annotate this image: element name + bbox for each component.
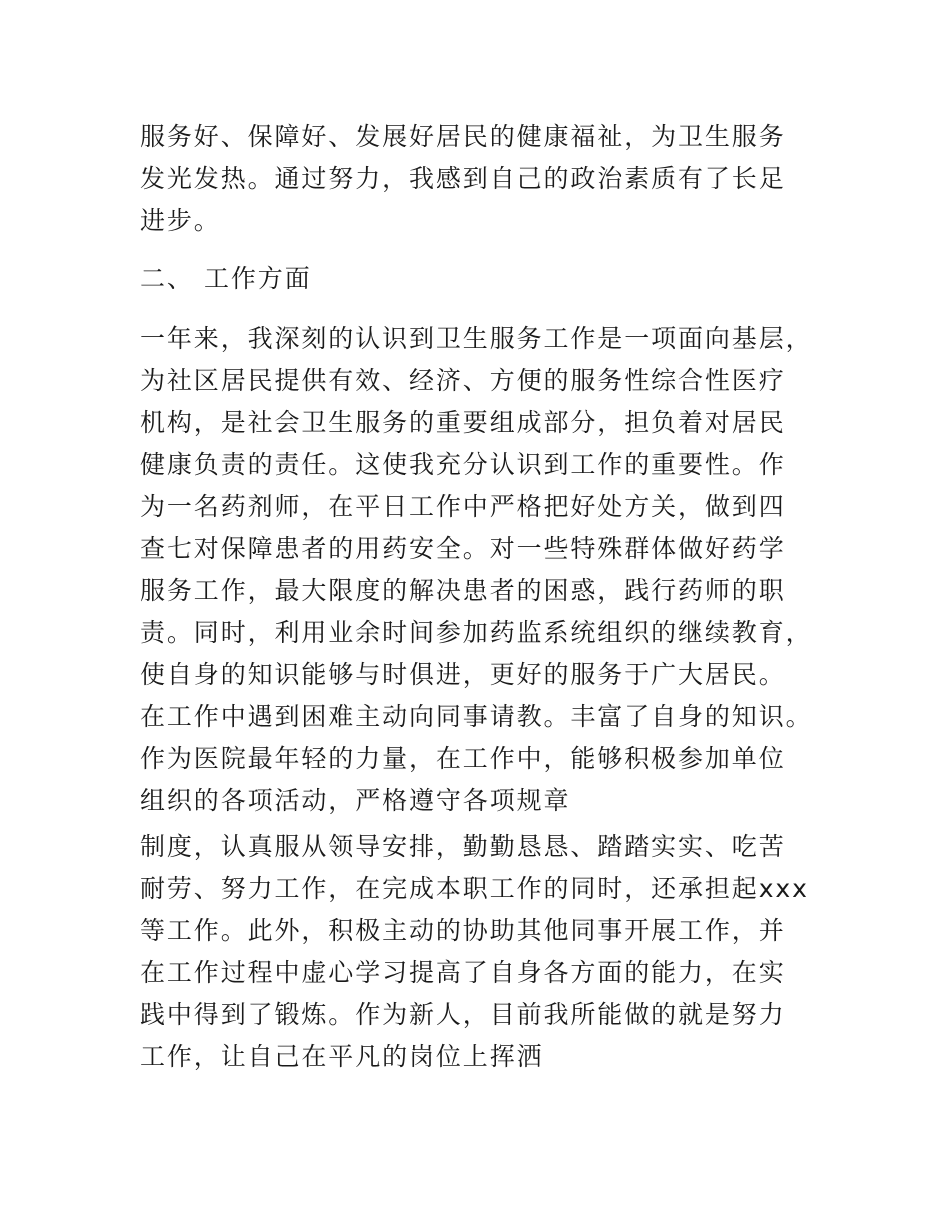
text-line: 机构，是社会卫生服务的重要组成部分，担负着对居民 — [140, 408, 786, 437]
paragraph-2 — [140, 318, 813, 822]
text-line: 为一名药剂师，在平日工作中严格把好处方关，做到四 — [140, 492, 786, 521]
text-line: 作为医院最年轻的力量，在工作中，能够积极参加单位 — [140, 744, 786, 773]
section-heading — [140, 258, 810, 300]
text-line: 工作，让自己在平凡的岗位上挥洒 — [140, 1042, 544, 1071]
text-line: 一年来，我深刻的认识到卫生服务工作是一项面向基层， — [140, 324, 813, 353]
text-line: 服务好、保障好、发展好居民的健康福祉，为卫生服务 — [140, 122, 786, 151]
text-line: 践中得到了锻炼。作为新人，目前我所能做的就是努力 — [140, 1000, 786, 1029]
text-line: 发光发热。通过努力，我感到自己的政治素质有了长足 — [140, 164, 786, 193]
text-line: 健康负责的责任。这使我充分认识到工作的重要性。作 — [140, 450, 786, 479]
text-line: 进步。 — [140, 206, 221, 235]
text-line: 责。同时，利用业余时间参加药监系统组织的继续教育， — [140, 618, 813, 647]
text-line: 等工作。此外，积极主动的协助其他同事开展工作，并 — [140, 916, 786, 945]
text-line: 为社区居民提供有效、经济、方便的服务性综合性医疗 — [140, 366, 786, 395]
text-line: 制度，认真服从领导安排，勤勤恳恳、踏踏实实、吃苦 — [140, 832, 786, 861]
text-line: 查七对保障患者的用药安全。对一些特殊群体做好药学 — [140, 534, 786, 563]
paragraph-3 — [140, 826, 810, 1078]
section-title: 工作方面 — [204, 264, 312, 293]
text-line: 服务工作，最大限度的解决患者的困惑，践行药师的职 — [140, 576, 786, 605]
paragraph-1 — [140, 116, 810, 242]
text-line: 在工作中遇到困难主动向同事请教。丰富了自身的知识。 — [140, 702, 813, 731]
text-line: 使自身的知识能够与时俱进，更好的服务于广大居民。 — [140, 660, 786, 689]
heading-line — [140, 258, 810, 300]
text-line: 在工作过程中虚心学习提高了自身各方面的能力，在实 — [140, 958, 786, 987]
text-line: 组织的各项活动，严格遵守各项规章 — [140, 786, 571, 815]
section-number: 二、 — [140, 264, 194, 293]
text-line: 耐劳、努力工作，在完成本职工作的同时，还承担起xxx — [140, 874, 809, 903]
